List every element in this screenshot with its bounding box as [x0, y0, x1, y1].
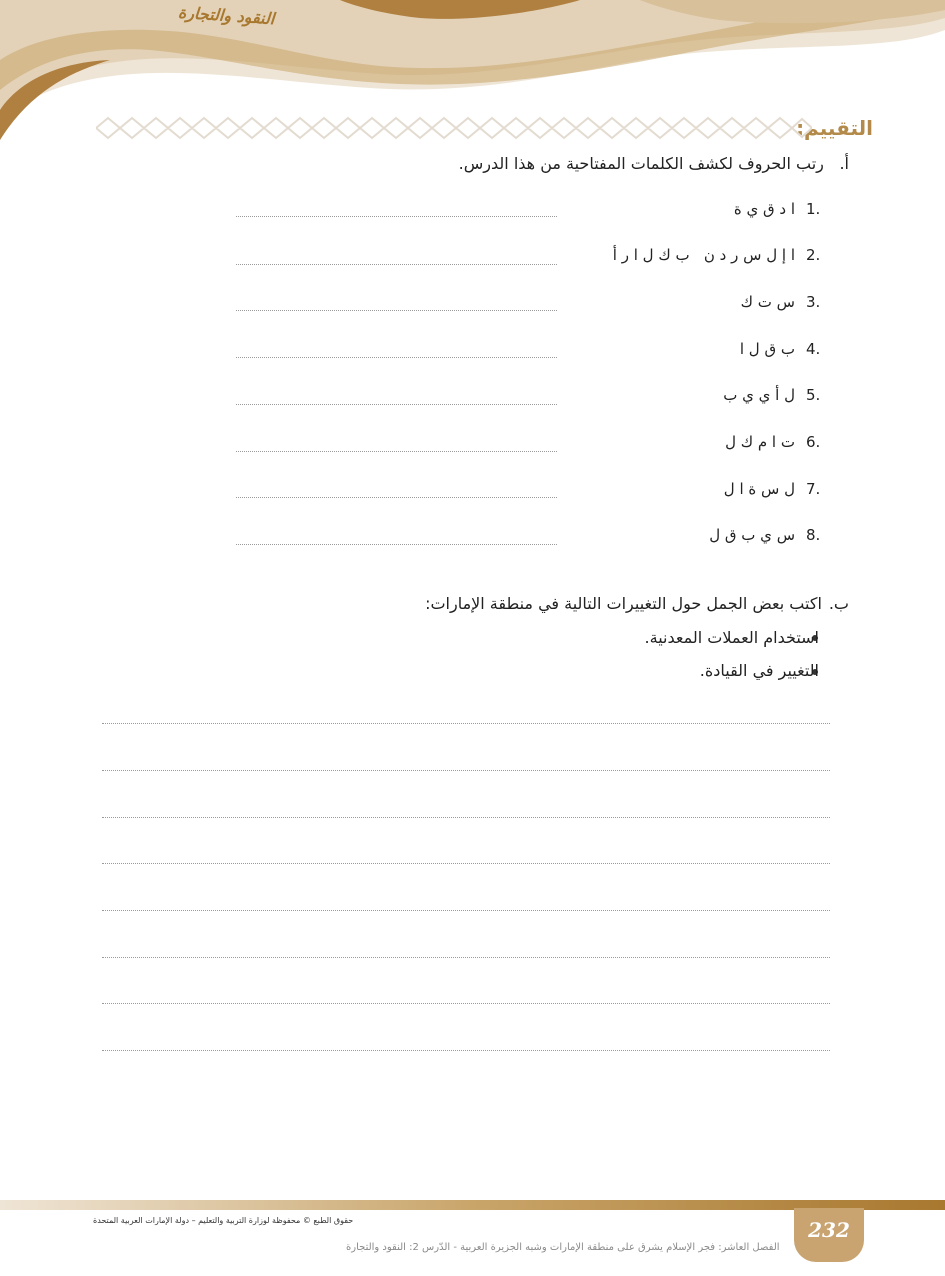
scrambled-letters: س ت ك: [740, 293, 795, 311]
list-item: [0, 433, 945, 463]
writing-line[interactable]: [102, 910, 830, 911]
scrambled-letters: ا د ق ي ة: [733, 200, 795, 218]
list-item: [0, 340, 945, 370]
answer-line[interactable]: [236, 310, 557, 311]
page-number: 232: [808, 1218, 850, 1242]
item-number: 1.: [806, 200, 821, 218]
list-item: [0, 480, 945, 510]
scrambled-letters: ل أ ي ي ب: [723, 386, 795, 404]
item-number: 7.: [806, 480, 821, 498]
list-item: [0, 246, 945, 276]
answer-line[interactable]: [236, 451, 557, 452]
bullet-item: استخدام العملات المعدنية.: [644, 628, 819, 647]
writing-line[interactable]: [102, 1050, 830, 1051]
list-item: [0, 200, 945, 230]
list-item: [0, 526, 945, 556]
answer-line[interactable]: [236, 497, 557, 498]
answer-line[interactable]: [236, 357, 557, 358]
writing-line[interactable]: [102, 817, 830, 818]
writing-line[interactable]: [102, 957, 830, 958]
scrambled-letters: ب ق ل ا: [739, 340, 795, 358]
part-b-instruction-row: [425, 594, 849, 613]
scrambled-letters: س ي ب ق ل: [709, 526, 795, 544]
copyright-text: حقوق الطبع © محفوظة لوزارة التربية والتعليم – دولة الإمارات العربية المتحدة: [93, 1216, 354, 1225]
item-number: 6.: [806, 433, 821, 451]
answer-line[interactable]: [236, 544, 557, 545]
section-title: التقييم:: [796, 116, 873, 140]
part-a-marker: أ.: [839, 154, 849, 173]
scrambled-letters: ل س ة ا ل: [723, 480, 795, 498]
part-a-instruction-row: [459, 154, 849, 173]
part-b-instruction: اكتب بعض الجمل حول التغييرات التالية في منطقة الإمارات:: [425, 594, 822, 613]
scrambled-letters: ا إ ل س ر د ن ب ك ل ا ر أ: [612, 246, 795, 264]
scrambled-letters: ت ا م ك ل: [725, 433, 795, 451]
item-number: 3.: [806, 293, 821, 311]
writing-line[interactable]: [102, 723, 830, 724]
answer-line[interactable]: [236, 404, 557, 405]
writing-line[interactable]: [102, 770, 830, 771]
chapter-header-title: النقود والتجارة: [177, 2, 275, 29]
writing-line[interactable]: [102, 1003, 830, 1004]
item-number: 4.: [806, 340, 821, 358]
part-b-marker: ب.: [828, 594, 849, 613]
list-item: [0, 293, 945, 323]
answer-line[interactable]: [236, 264, 557, 265]
writing-line[interactable]: [102, 863, 830, 864]
part-a-instruction: رتب الحروف لكشف الكلمات المفتاحية من هذا الدرس.: [458, 154, 824, 173]
item-number: 5.: [806, 386, 821, 404]
item-number: 8.: [806, 526, 821, 544]
list-item: [0, 386, 945, 416]
item-number: 2.: [806, 246, 821, 264]
bullet-item: التغيير في القيادة.: [699, 661, 819, 680]
diamond-divider-ornament: [96, 116, 812, 140]
answer-line[interactable]: [236, 216, 557, 217]
chapter-lesson-description: الفصل العاشر: فجر الإسلام يشرق على منطقة الإمارات وشبه الجزيرة العربية - الدّرس 2: النقود والتجارة: [346, 1242, 780, 1253]
